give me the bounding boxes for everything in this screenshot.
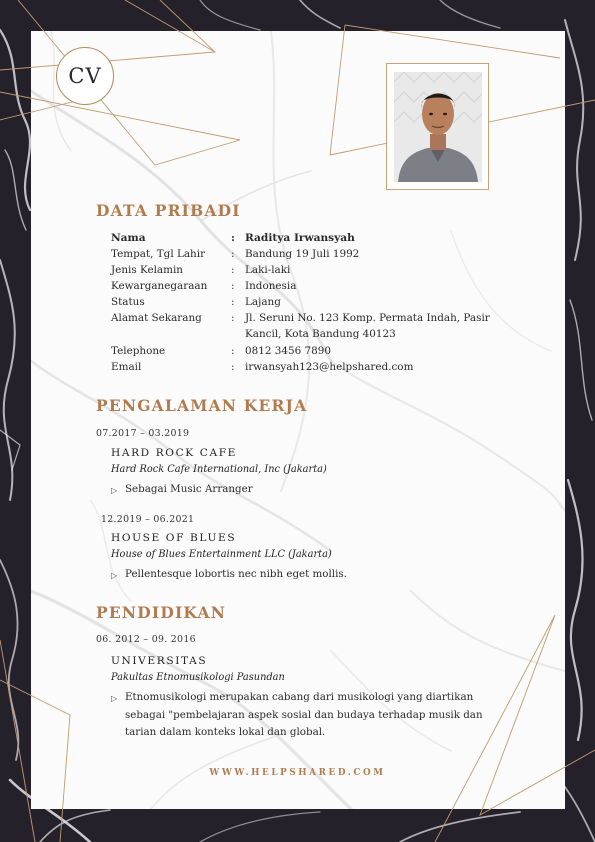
cv-badge — [56, 47, 114, 105]
email-link[interactable]: irwansyah123@helpshared.com — [245, 361, 414, 373]
field-separator: : — [231, 345, 235, 357]
job-period: 12.2019 – 06.2021 — [101, 514, 195, 525]
bullet-triangle-icon: ▷ — [111, 486, 118, 495]
job-period: 07.2017 – 03.2019 — [96, 428, 190, 439]
field-label: Tempat, Tgl Lahir — [111, 248, 206, 260]
field-separator: : — [231, 232, 235, 244]
field-value: Lajang — [245, 296, 281, 308]
bullet-triangle-icon: ▷ — [111, 571, 118, 580]
education-institution: UNIVERSITAS — [111, 655, 208, 667]
cv-badge-label: CV — [68, 64, 102, 88]
bullet-text: Sebagai Music Arranger — [125, 483, 253, 495]
field-separator: : — [231, 361, 235, 373]
job-company: HARD ROCK CAFE — [111, 447, 238, 459]
bullet-triangle-icon: ▷ — [111, 694, 118, 703]
avatar — [394, 72, 482, 182]
field-separator: : — [231, 312, 235, 324]
education-faculty: Pakultas Etnomusikologi Pasundan — [111, 672, 285, 683]
field-label: Nama — [111, 232, 146, 244]
section-title-experience: PENGALAMAN KERJA — [96, 396, 308, 415]
field-label: Kewarganegaraan — [111, 280, 208, 292]
job-company: HOUSE OF BLUES — [111, 532, 237, 544]
job-employer-detail: House of Blues Entertainment LLC (Jakarta) — [111, 549, 332, 560]
section-title-personal: DATA PRIBADI — [96, 201, 241, 220]
bullet-text: Etnomusikologi merupakan cabang dari musikologi yang diartikan sebagai "pembelajaran aspek sosial dan budaya terhadap musik dan tarian dalam konteks lokal dan global. — [125, 691, 483, 738]
field-label: Jenis Kelamin — [111, 264, 183, 276]
field-value: Jl. Seruni No. 123 Komp. Permata Indah, Pasir Kancil, Kota Bandung 40123 — [245, 312, 490, 340]
field-value: 0812 3456 7890 — [245, 345, 331, 357]
profile-photo — [386, 63, 489, 190]
field-label: Alamat Sekarang — [111, 312, 202, 324]
field-value: Bandung 19 Juli 1992 — [245, 248, 360, 260]
field-label: Status — [111, 296, 145, 308]
field-separator: : — [231, 280, 235, 292]
bullet-text: Pellentesque lobortis nec nibh eget mollis. — [125, 568, 347, 580]
field-separator: : — [231, 264, 235, 276]
education-period: 06. 2012 – 09. 2016 — [96, 634, 196, 645]
field-value: Indonesia — [245, 280, 297, 292]
field-label: Email — [111, 361, 142, 373]
field-label: Telephone — [111, 345, 166, 357]
field-separator: : — [231, 296, 235, 308]
field-value: Raditya Irwansyah — [245, 232, 355, 244]
field-value: Laki-laki — [245, 264, 291, 276]
section-title-education: PENDIDIKAN — [96, 603, 227, 622]
footer-website[interactable]: WWW.HELPSHARED.COM — [209, 768, 386, 778]
field-separator: : — [231, 248, 235, 260]
job-employer-detail: Hard Rock Cafe International, Inc (Jakarta) — [111, 464, 327, 475]
